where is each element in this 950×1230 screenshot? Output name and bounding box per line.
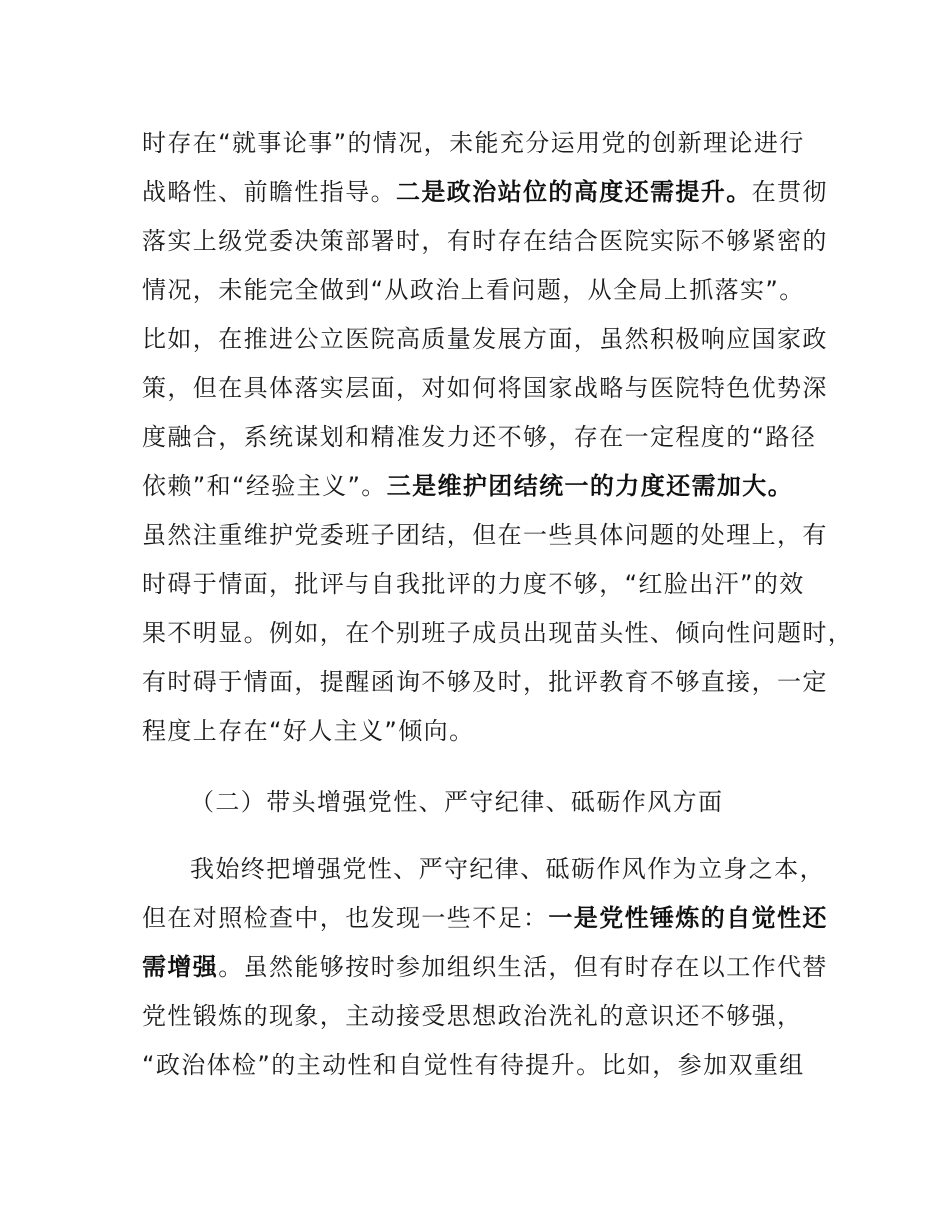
text-line [142, 658, 842, 707]
text-line [142, 894, 842, 943]
line-text: 依赖”和“经验主义”。 [142, 472, 387, 500]
text-line [142, 707, 842, 756]
line-text: 时碍于情面，批评与自我批评的力度不够，“红脸出汗”的效 [142, 570, 805, 598]
line-text: 战略性、前瞻性指导。 [142, 178, 396, 206]
text-line [142, 315, 842, 364]
line-text: 我始终把增强党性、严守纪律、砥砺作风作为立身之本， [190, 855, 825, 883]
text-line [142, 560, 842, 609]
line-text: “政治体检”的主动性和自觉性有待提升。比如，参加双重组 [142, 1051, 805, 1079]
text-line [142, 364, 842, 413]
line-text: 虽然注重维护党委班子团结，但在一些具体问题的处理上，有 [142, 521, 828, 549]
line-text: 时存在“就事论事”的情况，未能充分运用党的创新理论进行 [142, 129, 805, 157]
line-text: 比如，在推进公立医院高质量发展方面，虽然积极响应国家政 [142, 325, 828, 353]
text-line [142, 511, 842, 560]
bold-point-title: 一是党性锤炼的自觉性还 [548, 904, 828, 932]
text-line [142, 462, 842, 511]
line-text: 落实上级党委决策部署时，有时存在结合医院实际不够紧密的 [142, 227, 828, 255]
line-text: 有时碍于情面，提醒函询不够及时，批评教育不够直接，一定 [142, 668, 828, 696]
text-line [142, 992, 842, 1041]
text-line [142, 217, 842, 266]
bold-point-title: 需增强 [142, 953, 219, 981]
text-line [142, 609, 854, 658]
line-text: 在贯彻 [751, 178, 828, 206]
section-heading-text: （二）带头增强党性、严守纪律、砥砺作风方面 [190, 788, 724, 816]
line-text: 果不明显。例如，在个别班子成员出现苗头性、倾向性问题时， [142, 619, 854, 647]
line-text: 情况，未能完全做到“从政治上看问题，从全局上抓落实”。 [142, 276, 805, 304]
text-line [142, 413, 842, 462]
text-line [142, 168, 842, 217]
bold-point-title: 二是政治站位的高度还需提升。 [396, 178, 752, 206]
line-text: 策，但在具体落实层面，对如何将国家战略与医院特色优势深 [142, 374, 828, 402]
text-line [142, 1041, 842, 1090]
text-line [190, 845, 890, 894]
line-text: 但在对照检查中，也发现一些不足： [142, 904, 549, 932]
line-text: 党性锻炼的现象，主动接受思想政治洗礼的意识还不够强， [142, 1002, 803, 1030]
line-text: 程度上存在“好人主义”倾向。 [142, 717, 475, 745]
bold-point-title: 三是维护团结统一的力度还需加大。 [386, 472, 794, 500]
text-line [142, 943, 842, 992]
text-line [142, 266, 842, 315]
line-text: 度融合，系统谋划和精准发力还不够，存在一定程度的“路径 [142, 423, 817, 451]
text-line [142, 119, 842, 168]
section-heading [190, 778, 890, 827]
line-text: 。虽然能够按时参加组织生活，但有时存在以工作代替 [218, 953, 828, 981]
